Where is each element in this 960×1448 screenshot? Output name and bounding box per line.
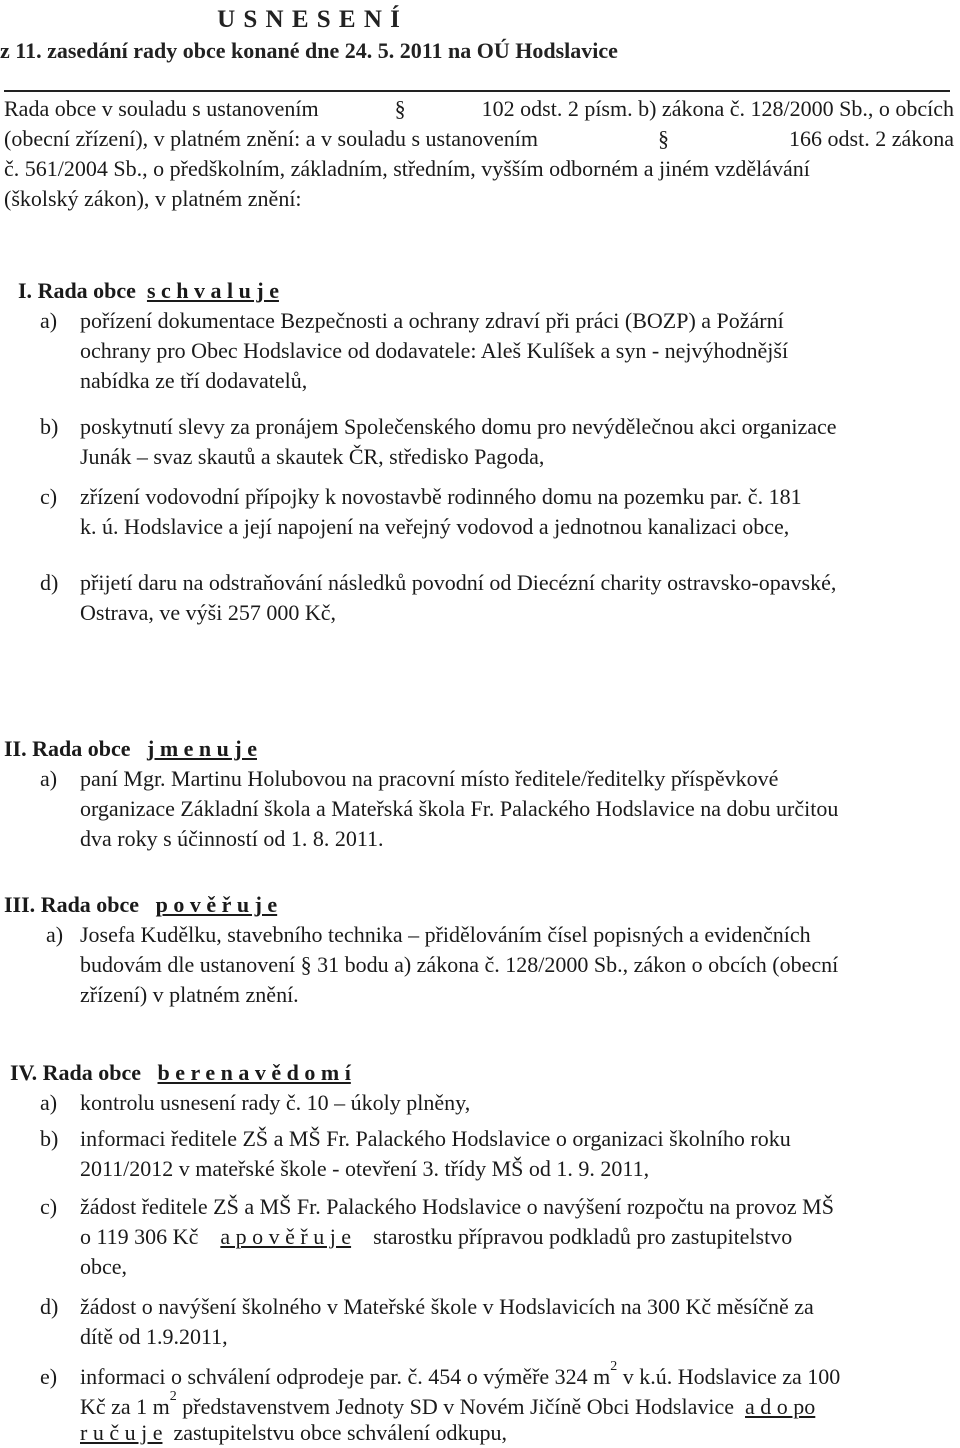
item-label: d) xyxy=(40,570,59,595)
document-title: U S N E S E N Í xyxy=(217,6,401,33)
s4-item-c-line-1: žádost ředitele ZŠ a MŠ Fr. Palackého Hodslavice o navýšení rozpočtu na provoz MŠ xyxy=(80,1194,834,1219)
s4-item-e-line-1: informaci o schválení odprodeje par. č. 454 o výměře 324 $m^2$ v k.ú. Hodslavice za 100 xyxy=(80,1359,841,1389)
s2-item-a-line-3: dva roky s účinností od 1. 8. 2011. xyxy=(80,826,384,851)
s2-item-a-line-1: paní Mgr. Martinu Holubovou na pracovní místo ředitele/ředitelky příspěvkové xyxy=(80,766,779,791)
s4-item-c-line-2: o 119 306 Kč a p o v ě ř u j e starostku přípravou podkladů pro zastupitelstvo xyxy=(80,1224,793,1249)
preamble-line-1: Rada obce v souladu s ustanovením § 102 odst. 2 písm. b) zákona č. 128/2000 Sb., o obcích xyxy=(4,94,954,124)
preamble-line-2: (obecní zřízení), v platném znění: a v souladu s ustanovením § 166 odst. 2 zákona xyxy=(4,124,954,154)
s4-item-e-line-3: r u č u j e zastupitelstvu obce schválení odkupu, xyxy=(80,1420,508,1445)
s3-item-a-line-2: budovám dle ustanovení § 31 bodu a) zákona č. 128/2000 Sb., zákon o obcích (obecní xyxy=(80,952,839,977)
s1-item-d-line-1: přijetí daru na odstraňování následků povodní od Diecézní charity ostravsko-opavské, xyxy=(80,570,837,595)
s4-item-d-line-1: žádost o navýšení školného v Mateřské škole v Hodslavicích na 300 Kč měsíčně za xyxy=(80,1294,814,1319)
s4-item-b-line-1: informaci ředitele ZŠ a MŠ Fr. Palackého Hodslavice o organizaci školního roku xyxy=(80,1126,791,1151)
s1-item-b-line-2: Junák – svaz skautů a skautek ČR, středisko Pagoda, xyxy=(80,444,545,469)
preamble-line-3: č. 561/2004 Sb., o předškolním, základním, středním, vyšším odborném a jiném vzdělávání xyxy=(4,156,810,181)
s1-item-c-line-2: k. ú. Hodslavice a její napojení na veřejný vodovod a jednotnou kanalizaci obce, xyxy=(80,514,790,539)
s3-item-a-line-3: zřízení) v platném znění. xyxy=(80,982,299,1007)
section-mark: § xyxy=(394,96,406,121)
s2-item-a-line-2: organizace Základní škola a Mateřská škola Fr. Palackého Hodslavice na dobu určitou xyxy=(80,796,839,821)
item-label: a) xyxy=(40,308,58,333)
section-mark: § xyxy=(300,952,312,977)
item-label: b) xyxy=(40,1126,59,1151)
section-3-heading: III. Rada obce p o v ě ř u j e xyxy=(4,892,278,917)
s3-item-a-line-1: Josefa Kudělku, stavebního technika – přidělováním čísel popisných a evidenčních xyxy=(80,922,811,947)
s1-item-a-line-3: nabídka ze tří dodavatelů, xyxy=(80,368,308,393)
item-label: b) xyxy=(40,414,59,439)
item-label: a) xyxy=(46,922,64,947)
preamble-line-4: (školský zákon), v platném znění: xyxy=(4,186,302,211)
s4-item-b-line-2: 2011/2012 v mateřské škole - otevření 3. třídy MŠ od 1. 9. 2011, xyxy=(80,1156,650,1181)
s4-item-a-line-1: kontrolu usnesení rady č. 10 – úkoly plněny, xyxy=(80,1090,471,1115)
section-2-heading: II. Rada obce j m e n u j e xyxy=(4,736,257,761)
document-subtitle: z 11. zasedání rady obce konané dne 24. 5. 2011 na OÚ Hodslavice xyxy=(0,38,618,63)
item-label: a) xyxy=(40,1090,58,1115)
section-1-heading: I. Rada obce s c h v a l u j e xyxy=(18,278,279,303)
item-label: c) xyxy=(40,484,58,509)
section-4-heading: IV. Rada obce b e r e n a v ě d o m í xyxy=(10,1060,351,1085)
s4-item-e-line-2: Kč za 1 $m^2$ představenstvem Jednoty SD v Novém Jičíně Obci Hodslavice a d o po xyxy=(80,1389,816,1419)
header-rule xyxy=(4,90,950,92)
s4-item-d-line-2: dítě od 1.9.2011, xyxy=(80,1324,228,1349)
s1-item-c-line-1: zřízení vodovodní přípojky k novostavbě rodinného domu na pozemku par. č. 181 xyxy=(80,484,802,509)
s1-item-a-line-2: ochrany pro Obec Hodslavice od dodavatele: Aleš Kulíšek a syn - nejvýhodnější xyxy=(80,338,789,363)
s1-item-d-line-2: Ostrava, ve výši 257 000 Kč, xyxy=(80,600,337,625)
section-mark: § xyxy=(657,126,669,151)
s4-item-c-line-3: obce, xyxy=(80,1254,128,1279)
item-label: d) xyxy=(40,1294,59,1319)
item-label: a) xyxy=(40,766,58,791)
item-label: c) xyxy=(40,1194,58,1219)
s1-item-b-line-1: poskytnutí slevy za pronájem Společenského domu pro nevýdělečnou akci organizace xyxy=(80,414,837,439)
item-label: e) xyxy=(40,1364,58,1389)
s1-item-a-line-1: pořízení dokumentace Bezpečnosti a ochrany zdraví při práci (BOZP) a Požární xyxy=(80,308,784,333)
